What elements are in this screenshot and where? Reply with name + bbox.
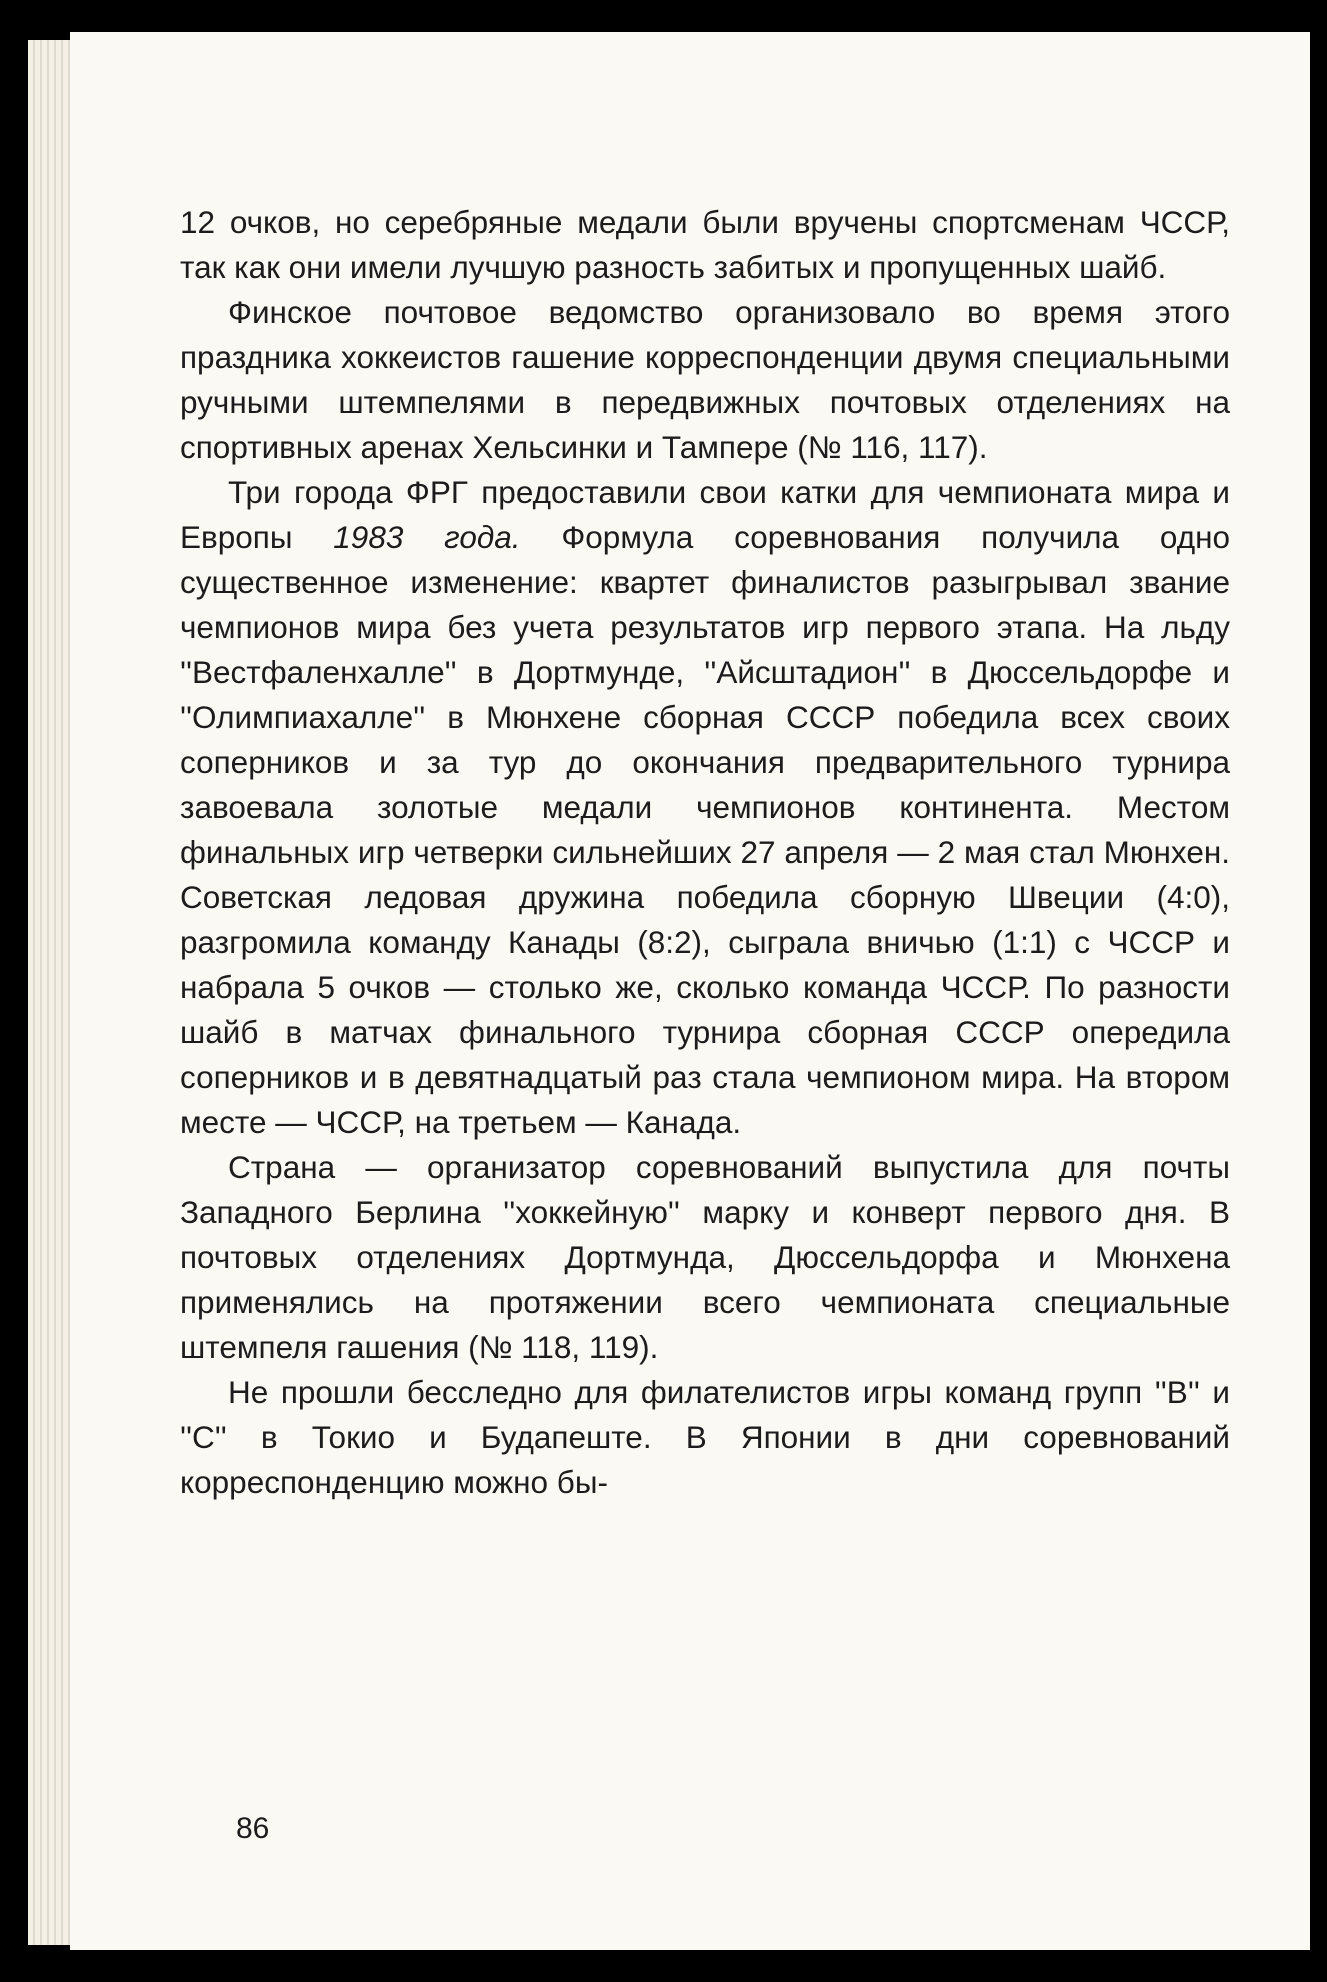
paragraph-1: 12 очков, но серебряные медали были вручены спортсменам ЧССР, так как они имели лучшую разность забитых и пропущенных шайб. bbox=[180, 204, 1230, 285]
paragraph-3-start: Три города ФРГ предоставили свои катки для чемпионата мира и Европы bbox=[180, 474, 1230, 555]
paragraph-2: Финское почтовое ведомство организовало во время этого праздника хоккеистов гашение корреспонденции двумя специальными ручными штемпелями в передвижных почтовых отделениях на спортивных аренах Хельсинки и Тампере (№ 116, 117). bbox=[180, 294, 1230, 465]
page-number: 86 bbox=[236, 1812, 270, 1845]
paragraph-5: Не прошли бесследно для филателистов игры команд групп ''В'' и ''С'' в Токио и Будапеште. В Японии в дни соревнований корреспонденцию можно бы- bbox=[180, 1374, 1230, 1500]
body-text bbox=[180, 200, 1230, 1505]
paragraph-4: Страна — организатор соревнований выпустила для почты Западного Берлина ''хоккейную'' марку и конверт первого дня. В почтовых отделениях Дортмунда, Дюссельдорфа и Мюнхена применялись на протяжении всего чемпионата специальные штемпеля гашения (№ 118, 119). bbox=[180, 1149, 1230, 1365]
paragraph-3 bbox=[180, 470, 1230, 1145]
year-italic: 1983 года. bbox=[333, 519, 521, 555]
paragraph-3-rest: Формула соревнования получила одно существенное изменение: квартет финалистов разыгрывал звание чемпионов мира без учета результатов игр первого этапа. На льду ''Вестфаленхалле'' в Дортмунде, ''Айсштадион'' в Дюссельдорфе и ''Олимпиахалле'' в Мюнхене сборная СССР победила всех своих соперников и за тур до окончания предварительного турнира завоевала золотые медали чемпионов континента. Местом финальных игр четверки сильнейших 27 апреля — 2 мая стал Мюнхен. Советская ледовая дружина победила сборную Швеции (4:0), разгромила команду Канады (8:2), сыграла вничью (1:1) с ЧССР и набрала 5 очков — столько же, сколько команда ЧССР. По разности шайб в матчах финального турнира сборная СССР опередила соперников и в девятнадцатый раз стала чемпионом мира. На втором месте — ЧССР, на третьем — Канада. bbox=[180, 519, 1230, 1140]
